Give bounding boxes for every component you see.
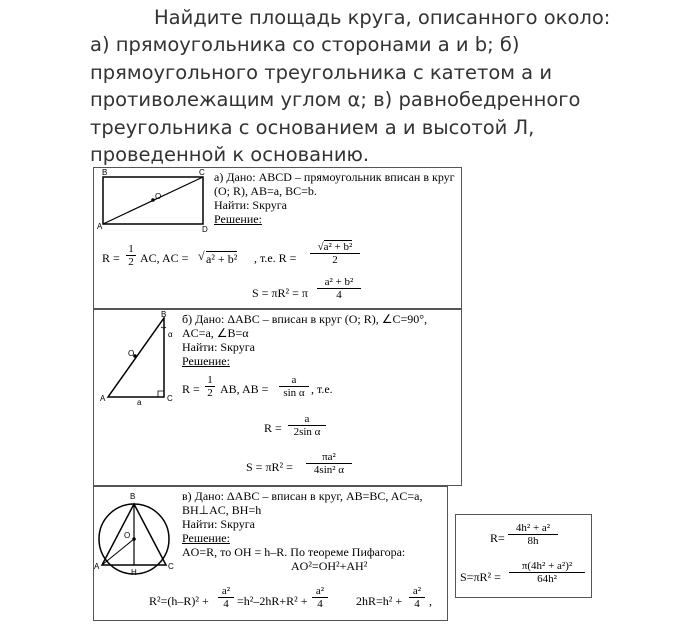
formula-text: S = πR² = <box>246 460 293 474</box>
center-point <box>132 537 136 541</box>
formula-text: AB, AB = <box>220 382 269 396</box>
fraction: 1 2 <box>205 374 215 399</box>
problem-statement <box>90 4 690 168</box>
solution-box-c <box>93 486 448 621</box>
vertex-label: H <box>131 568 137 577</box>
problem-line: проведенной к основанию. <box>90 143 370 167</box>
vertex-label: C <box>199 168 205 177</box>
fraction: a² 4 <box>409 585 425 610</box>
vertex-label: B <box>102 168 108 177</box>
fraction: π(4h² + a²)² 64h² <box>509 560 585 585</box>
solution-heading: Решение: <box>214 212 262 226</box>
vertex-label: A <box>94 562 100 571</box>
fraction: a² + b² 4 <box>317 276 361 301</box>
solution-line: AO=R, то OH = h–R. По теореме Пифагора: <box>182 545 406 559</box>
problem-line: треугольника с основанием а и высотой Л, <box>90 115 535 139</box>
formula-text: S=πR² = <box>460 570 501 584</box>
formula-text: R = <box>182 382 200 396</box>
fraction: 4h² + a² 8h <box>508 522 558 547</box>
formula-text: a² + b² <box>206 252 238 266</box>
vertex-label: B <box>161 310 167 319</box>
right-angle-mark <box>158 391 164 397</box>
given-line: в) Дано: ΔABC – вписан в круг, AB=BC, AC=a, <box>182 489 423 503</box>
formula-text: R= <box>490 531 505 545</box>
formula-text: S = πR² = π <box>252 286 308 300</box>
fraction: a 2sin α <box>288 413 326 438</box>
formula-text: R = <box>264 421 282 435</box>
given-line: AC=a, ∠B=α <box>182 326 249 340</box>
vertex-label: O <box>155 192 162 201</box>
vertex-label: D <box>202 225 208 234</box>
problem-line: прямоугольного треугольника с катетом а и <box>90 60 553 84</box>
find-line: Найти: Sкруга <box>214 198 288 212</box>
triangle-abc <box>108 318 164 397</box>
problem-line: а) прямоугольника со сторонами а и b; б) <box>90 33 520 57</box>
given-line: а) Дано: ABCD – прямоугольник вписан в круг <box>214 170 455 184</box>
problem-line: Найдите площадь круга, описанного около: <box>154 6 611 29</box>
angle-label: α <box>168 330 173 339</box>
side-label: a <box>137 398 142 407</box>
formula-text: R = <box>102 251 120 265</box>
formula-text: , т.е. <box>311 382 333 396</box>
formula-text: =h²–2hR+R² + <box>237 594 308 608</box>
sqrt-icon: √ <box>317 241 324 253</box>
solution-box-a <box>93 167 462 309</box>
vertex-label: O <box>128 349 135 358</box>
formula-text: 2hR=h² + <box>356 594 403 608</box>
problem-line: противолежащим углом α; в) равнобедренного <box>90 88 581 112</box>
radius-ao <box>102 539 134 565</box>
solution-heading: Решение: <box>182 354 230 368</box>
fraction: 1 2 <box>126 243 136 268</box>
solution-heading: Решение: <box>182 531 230 545</box>
given-line: (O; R), AB=a, BC=b. <box>214 184 317 198</box>
formula-text: , т.е. R = <box>254 251 297 265</box>
find-line: Найти: Sкруга <box>182 517 256 531</box>
formula-text: , <box>429 594 432 608</box>
given-line: б) Дано: ΔABC – вписан в круг (O; R), ∠C=90°, <box>182 312 428 326</box>
given-line: BH⊥AC, BH=h <box>182 503 262 517</box>
vertex-label: C <box>168 562 174 571</box>
result-box <box>455 514 592 598</box>
fraction: πa² 4sin² α <box>306 451 352 476</box>
vertex-label: O <box>124 531 131 540</box>
fraction: a² 4 <box>218 585 234 610</box>
fraction: a sin α <box>279 374 309 399</box>
vertex-label: A <box>100 394 106 403</box>
vertex-label: B <box>130 492 136 501</box>
fraction: √a² + b² 2 <box>310 241 360 266</box>
solution-box-b <box>93 309 462 486</box>
fraction: a² 4 <box>312 585 328 610</box>
vertex-label: C <box>167 394 173 403</box>
vertex-label: A <box>97 222 103 231</box>
formula-text: AC, AC = <box>140 251 189 265</box>
sqrt-icon: √ <box>198 249 205 263</box>
right-triangle-diagram <box>94 310 461 485</box>
formula-text: R²=(h–R)² + <box>149 594 209 608</box>
solution-line: AO²=OH²+AH² <box>291 559 368 573</box>
find-line: Найти: Sкруга <box>182 340 256 354</box>
